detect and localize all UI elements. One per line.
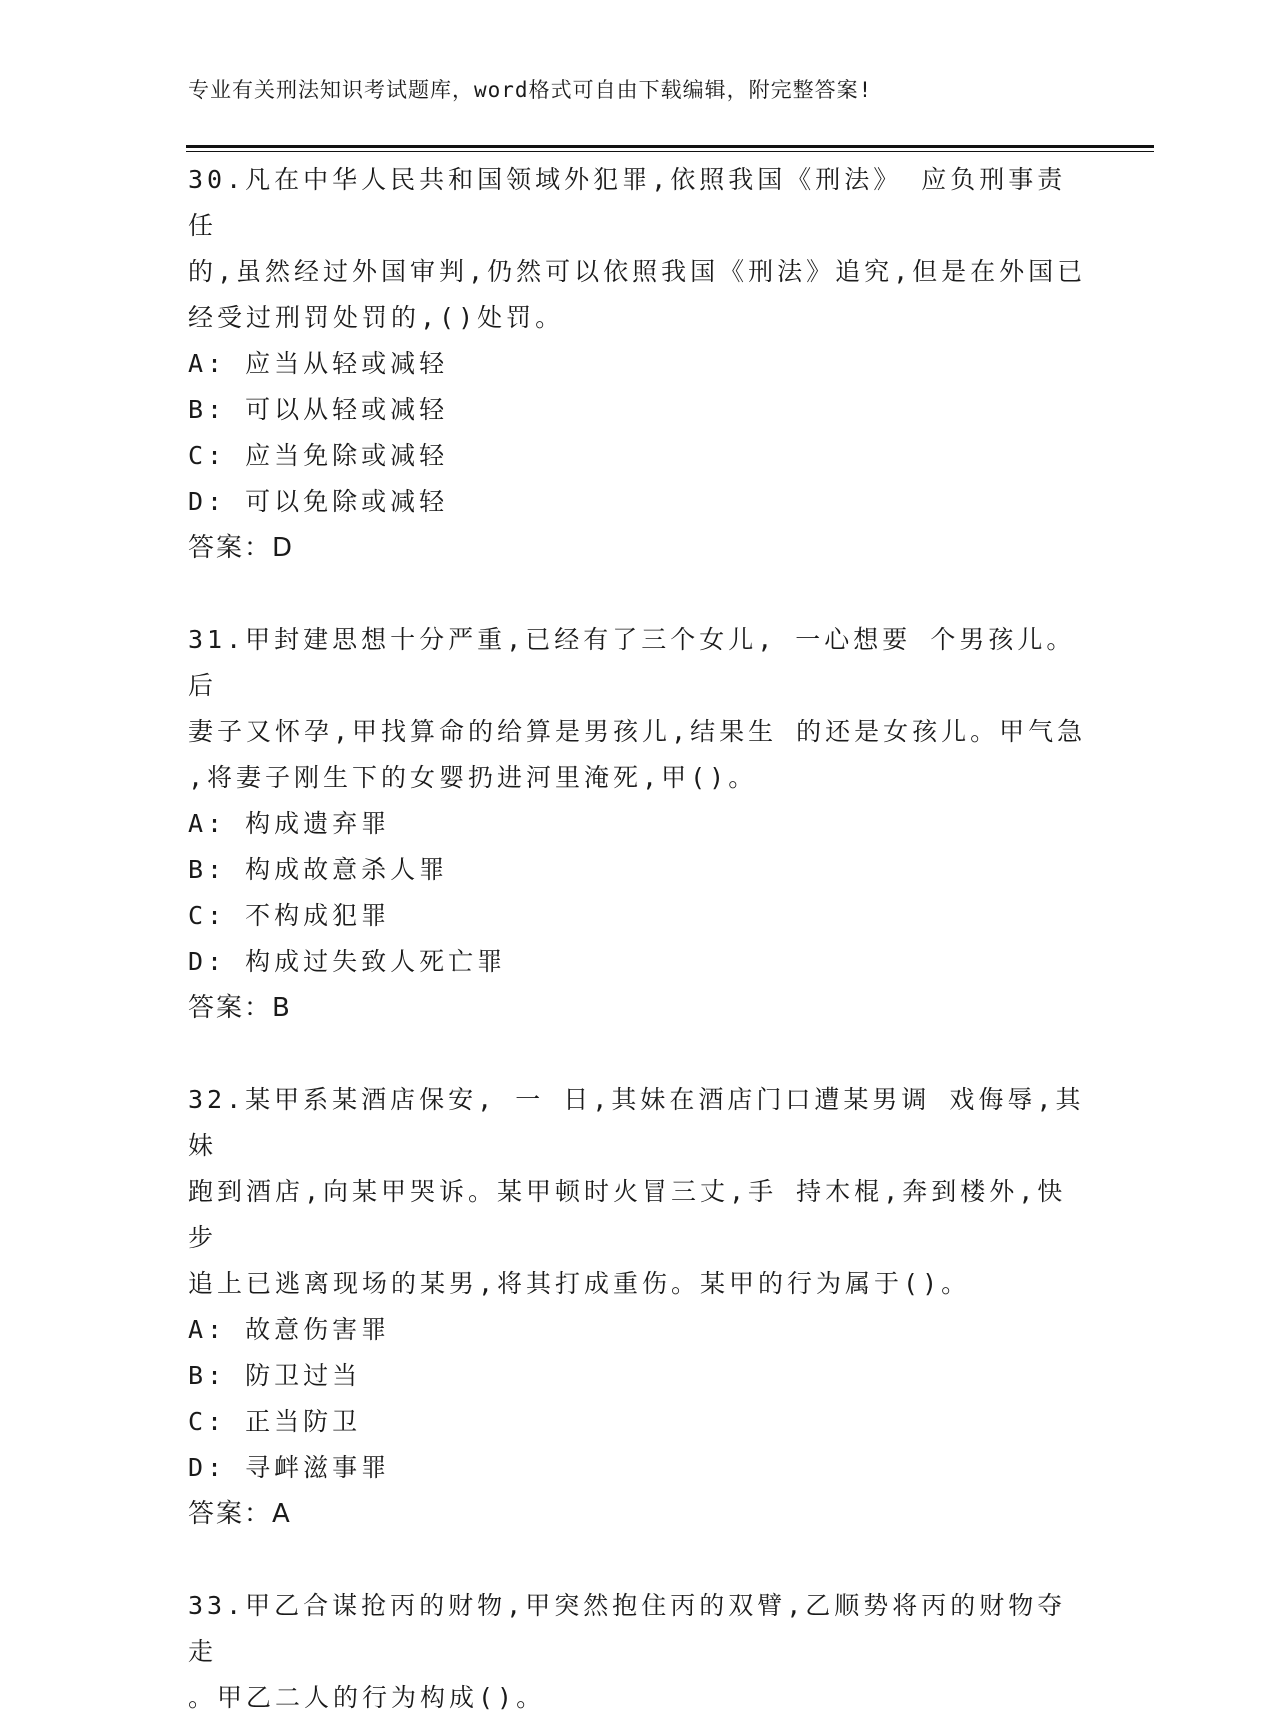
question-spacer: [188, 1537, 1088, 1583]
option-b: B: 防卫过当: [188, 1361, 362, 1390]
option-c: C: 不构成犯罪: [188, 901, 391, 930]
answer-line: 答案：A: [188, 1499, 292, 1529]
option-d: D: 可以免除或减轻: [188, 487, 449, 516]
question-stem-line: 跑到酒店,向某甲哭诉。某甲顿时火冒三丈,手 持木棍,奔到楼外,快步: [188, 1177, 1067, 1252]
question-stem-line: 经受过刑罚处罚的,()处罚。: [188, 303, 565, 332]
option-b: B: 构成故意杀人罪: [188, 855, 449, 884]
question-stem-line: 33.甲乙合谋抢丙的财物,甲突然抱住丙的双臂,乙顺势将丙的财物夺走: [188, 1591, 1067, 1666]
option-c: C: 正当防卫: [188, 1407, 362, 1436]
document-header: 专业有关刑法知识考试题库，word格式可自由下载编辑，附完整答案!: [188, 78, 873, 102]
option-a: A: 故意伤害罪: [188, 1315, 391, 1344]
question-33: [188, 1583, 1088, 1721]
question-30: [188, 157, 1088, 571]
header-divider-thin: [186, 151, 1154, 152]
question-spacer: [188, 1031, 1088, 1077]
option-a: A: 构成遗弃罪: [188, 809, 391, 838]
answer-line: 答案：B: [188, 993, 292, 1023]
answer-line: 答案：D: [188, 533, 295, 563]
option-b: B: 可以从轻或减轻: [188, 395, 449, 424]
question-stem-line: 追上已逃离现场的某男,将其打成重伤。某甲的行为属于()。: [188, 1269, 971, 1298]
option-d: D: 构成过失致人死亡罪: [188, 947, 507, 976]
question-list: [188, 157, 1088, 1721]
option-c: C: 应当免除或减轻: [188, 441, 449, 470]
question-stem-line: ,将妻子刚生下的女婴扔进河里淹死,甲()。: [188, 763, 758, 792]
question-spacer: [188, 571, 1088, 617]
question-stem-line: 30.凡在中华人民共和国领域外犯罪,依照我国《刑法》 应负刑事责任: [188, 165, 1067, 240]
option-a: A: 应当从轻或减轻: [188, 349, 449, 378]
option-d: D: 寻衅滋事罪: [188, 1453, 391, 1482]
question-stem-line: 。甲乙二人的行为构成()。: [188, 1683, 546, 1712]
question-stem-line: 妻子又怀孕,甲找算命的给算是男孩儿,结果生 的还是女孩儿。甲气急: [188, 717, 1087, 746]
question-stem-line: 32.某甲系某酒店保安, 一 日,其妹在酒店门口遭某男调 戏侮辱,其妹: [188, 1085, 1085, 1160]
question-stem-line: 的,虽然经过外国审判,仍然可以依照我国《刑法》追究,但是在外国已: [188, 257, 1087, 286]
question-stem-line: 31.甲封建思想十分严重,已经有了三个女儿, 一心想要 个男孩儿。后: [188, 625, 1076, 700]
question-31: [188, 617, 1088, 1031]
question-32: [188, 1077, 1088, 1537]
header-divider-thick: [186, 145, 1154, 148]
